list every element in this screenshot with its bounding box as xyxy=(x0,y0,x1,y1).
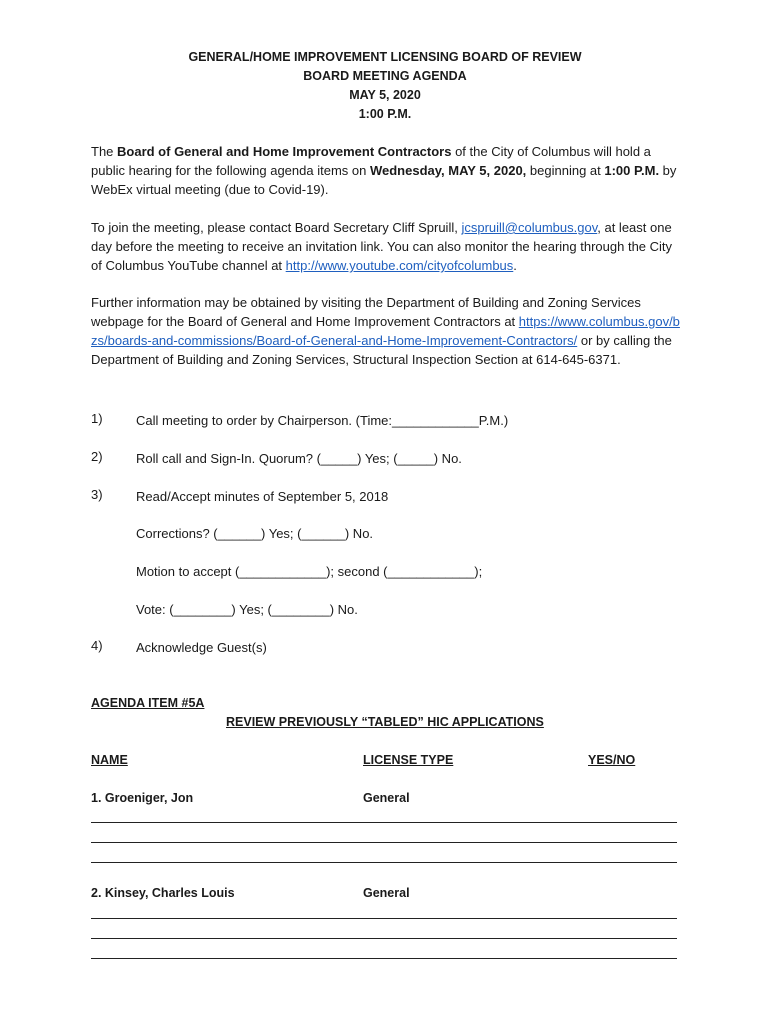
notes-line xyxy=(91,958,677,959)
meeting-date: MAY 5, 2020 xyxy=(349,88,421,102)
notes-line xyxy=(91,938,677,939)
item-motion: Motion to accept (____________); second (____________); xyxy=(136,564,483,579)
agenda-item-title: AGENDA ITEM #5A xyxy=(91,696,205,710)
item-number: 4) xyxy=(91,638,103,653)
notes-line xyxy=(91,842,677,843)
item-corrections: Corrections? (______) Yes; (______) No. xyxy=(136,526,374,541)
item-guests: Acknowledge Guest(s) xyxy=(136,640,267,655)
item-call-to-order: Call meeting to order by Chairperson. (Time:____________P.M.) xyxy=(136,413,509,428)
board-name: Board of General and Home Improvement Contractors xyxy=(117,144,452,159)
hearing-date: Wednesday, MAY 5, 2020, xyxy=(369,163,527,178)
column-header-license: LICENSE TYPE xyxy=(363,753,454,767)
applicant-name: 2. Kinsey, Charles Louis xyxy=(91,886,235,900)
item-number: 1) xyxy=(91,411,103,426)
item-number: 2) xyxy=(91,449,103,464)
item-minutes: Read/Accept minutes of September 5, 2018 xyxy=(136,489,389,504)
notes-line xyxy=(91,862,677,863)
item-vote: Vote: (________) Yes; (________) No. xyxy=(136,602,358,617)
item-roll-call: Roll call and Sign-In. Quorum? (_____) Yes; (_____) No. xyxy=(136,451,462,466)
youtube-link[interactable]: http://www.youtube.com/cityofcolumbus xyxy=(285,258,514,273)
applicant-license: General xyxy=(363,886,410,900)
applicant-license: General xyxy=(363,791,410,805)
agenda-item-subtitle: REVIEW PREVIOUSLY “TABLED” HIC APPLICATIONS xyxy=(226,715,544,729)
item-number: 3) xyxy=(91,487,103,502)
agenda-title: BOARD MEETING AGENDA xyxy=(303,69,467,83)
notes-line xyxy=(91,822,677,823)
intro-paragraph: The Board of General and Home Improvement Contractors of the City of Columbus will hold a public hearing for the following agenda items on Wednesday, MAY 5, 2020, beginning at 1:00 P.M. by WebEx virtual meeting (due to Covid-19). xyxy=(91,144,677,197)
meeting-time: 1:00 P.M. xyxy=(358,107,412,121)
further-info-paragraph: Further information may be obtained by visiting the Department of Building and Zoning Services webpage for the Board of General and Home Improvement Contractors at https://www.columbus.gov/bzs/boards-and-commissions/Board-of-General-and-Home-Improvement-Contractors/ or by calling the Department of Building and Zoning Services, Structural Inspection Section at 614-645-6371. xyxy=(91,295,680,367)
hearing-time: 1:00 P.M. xyxy=(604,163,660,178)
column-header-yes-no: YES/NO xyxy=(588,753,636,767)
notes-line xyxy=(91,918,677,919)
join-paragraph: To join the meeting, please contact Board Secretary Cliff Spruill, jcspruill@columbus.gov, at least one day before the meeting to receive an invitation link. You can also monitor the hearing through the City of Columbus YouTube channel at http://www.youtube.com/cityofcolumbus. xyxy=(91,220,673,273)
board-webpage-link[interactable]: https://www.columbus.gov/bzs/boards-and-commissions/Board-of-General-and-Home-Improvement-Contractors/ xyxy=(91,314,680,348)
board-title: GENERAL/HOME IMPROVEMENT LICENSING BOARD OF REVIEW xyxy=(188,50,582,64)
column-header-name: NAME xyxy=(91,753,128,767)
secretary-email-link[interactable]: jcspruill@columbus.gov xyxy=(461,220,598,235)
applicant-name: 1. Groeniger, Jon xyxy=(91,791,194,805)
document-header xyxy=(0,48,770,124)
